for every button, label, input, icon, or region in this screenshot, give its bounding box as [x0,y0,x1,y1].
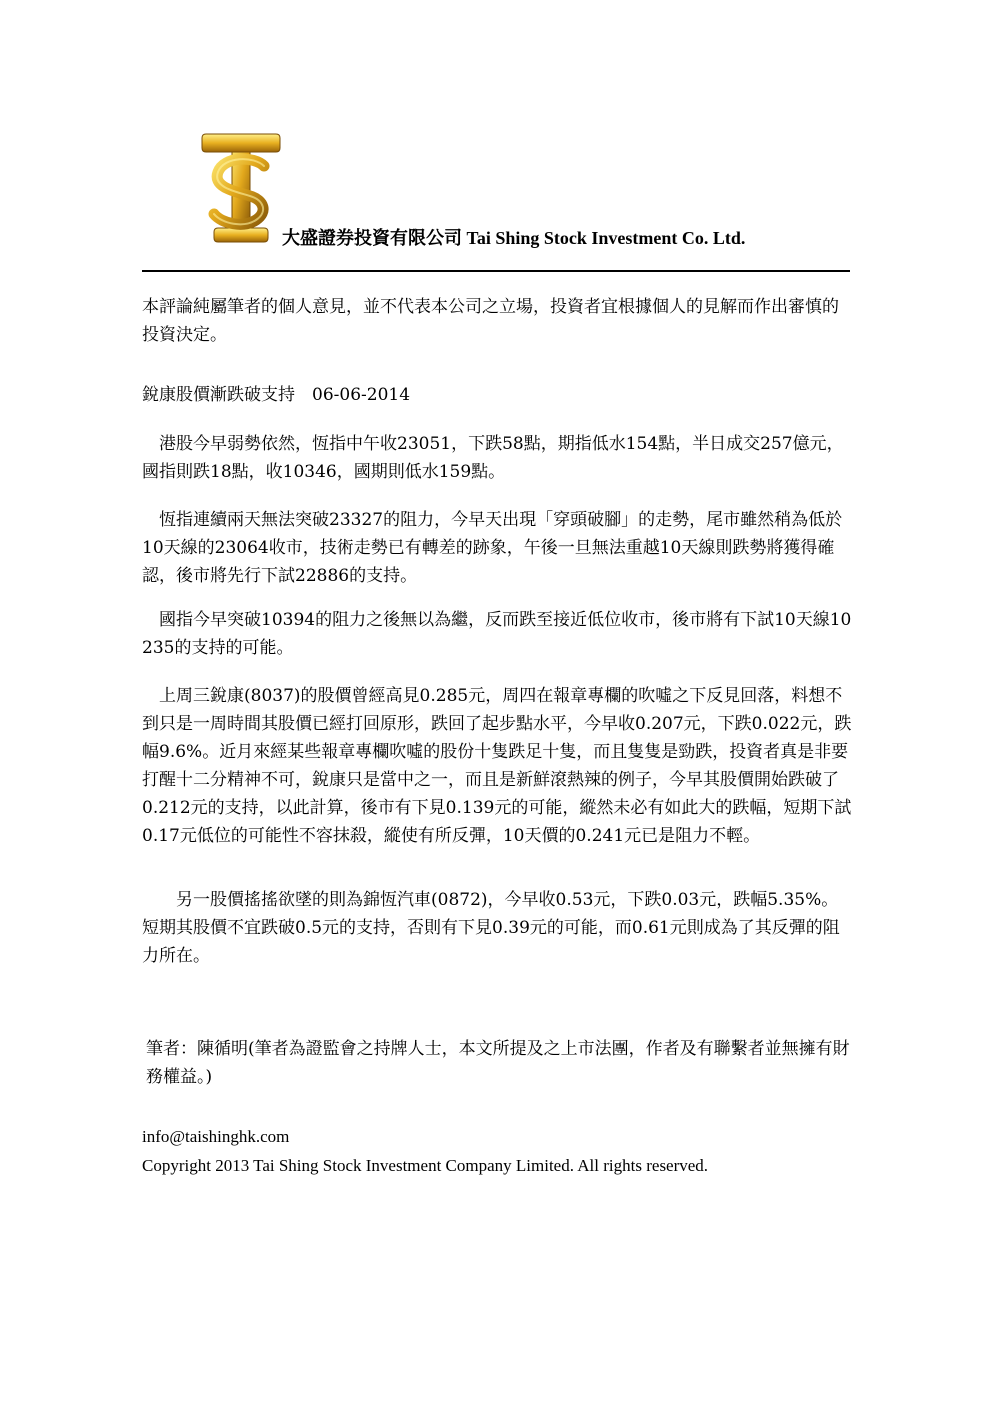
contact-block [142,1122,708,1180]
ts-gold-logo-icon [198,132,282,244]
contact-email: info@taishinghk.com [142,1127,290,1146]
article-paragraph: 國指今早突破10394的阻力之後無以為繼，反而跌至接近低位收市，後市將有下試10天線10235的支持的可能。 [142,610,852,658]
copyright-notice: Copyright 2013 Tai Shing Stock Investment Company Limited. All rights reserved. [142,1156,709,1175]
article-paragraph: 恆指連續兩天無法突破23327的阻力，今早天出現「穿頭破腳」的走勢，尾市雖然稍為低於10天線的23064收市，技術走勢已有轉差的跡象，午後一旦無法重越10天線則跌勢將獲得確認，後市將先行下試22886的支持。 [142,510,843,586]
article-paragraph: 港股今早弱勢依然，恆指中午收23051，下跌58點，期指低水154點，半日成交257億元，國指則跌18點，收10346，國期則低水159點。 [142,434,844,482]
author-note: 筆者：陳循明(筆者為證監會之持牌人士，本文所提及之上市法團，作者及有聯繫者並無擁有財務權益。) [146,1039,850,1087]
company-name: 大盛證券投資有限公司 Tai Shing Stock Investment Co. Ltd. [282,228,746,248]
article-paragraph: 上周三銳康(8037)的股價曾經高見0.285元，周四在報章專欄的吹噓之下反見回落，料想不到只是一周時間其股價已經打回原形，跌回了起步點水平，今早收0.207元，下跌0.022元，跌幅9.6%。近月來經某些報章專欄吹噓的股份十隻跌足十隻，而且隻隻是勁跌，投資者真是非要打醒十二分精神不可，銳康只是當中之一，而且是新鮮滾熱辣的例子，今早其股價開始跌破了0.212元的支持，以此計算，後市有下見0.139元的可能，縱然未必有如此大的跌幅，短期下試0.17元低位的可能性不容抹殺，縱使有所反彈，10天價的0.241元已是阻力不輕。 [142,686,852,846]
disclaimer-text: 本評論純屬筆者的個人意見，並不代表本公司之立場，投資者宜根據個人的見解而作出審慎的投資決定。 [142,297,839,345]
article-headline: 銳康股價漸跌破支持 06-06-2014 [142,385,411,405]
article-paragraph: 另一股價搖搖欲墜的則為錦恆汽車(0872)，今早收0.53元，下跌0.03元，跌幅5.35%。短期其股價不宜跌破0.5元的支持，否則有下見0.39元的可能，而0.61元則成為了其反彈的阻力所在。 [142,890,840,966]
header-divider [142,270,850,272]
